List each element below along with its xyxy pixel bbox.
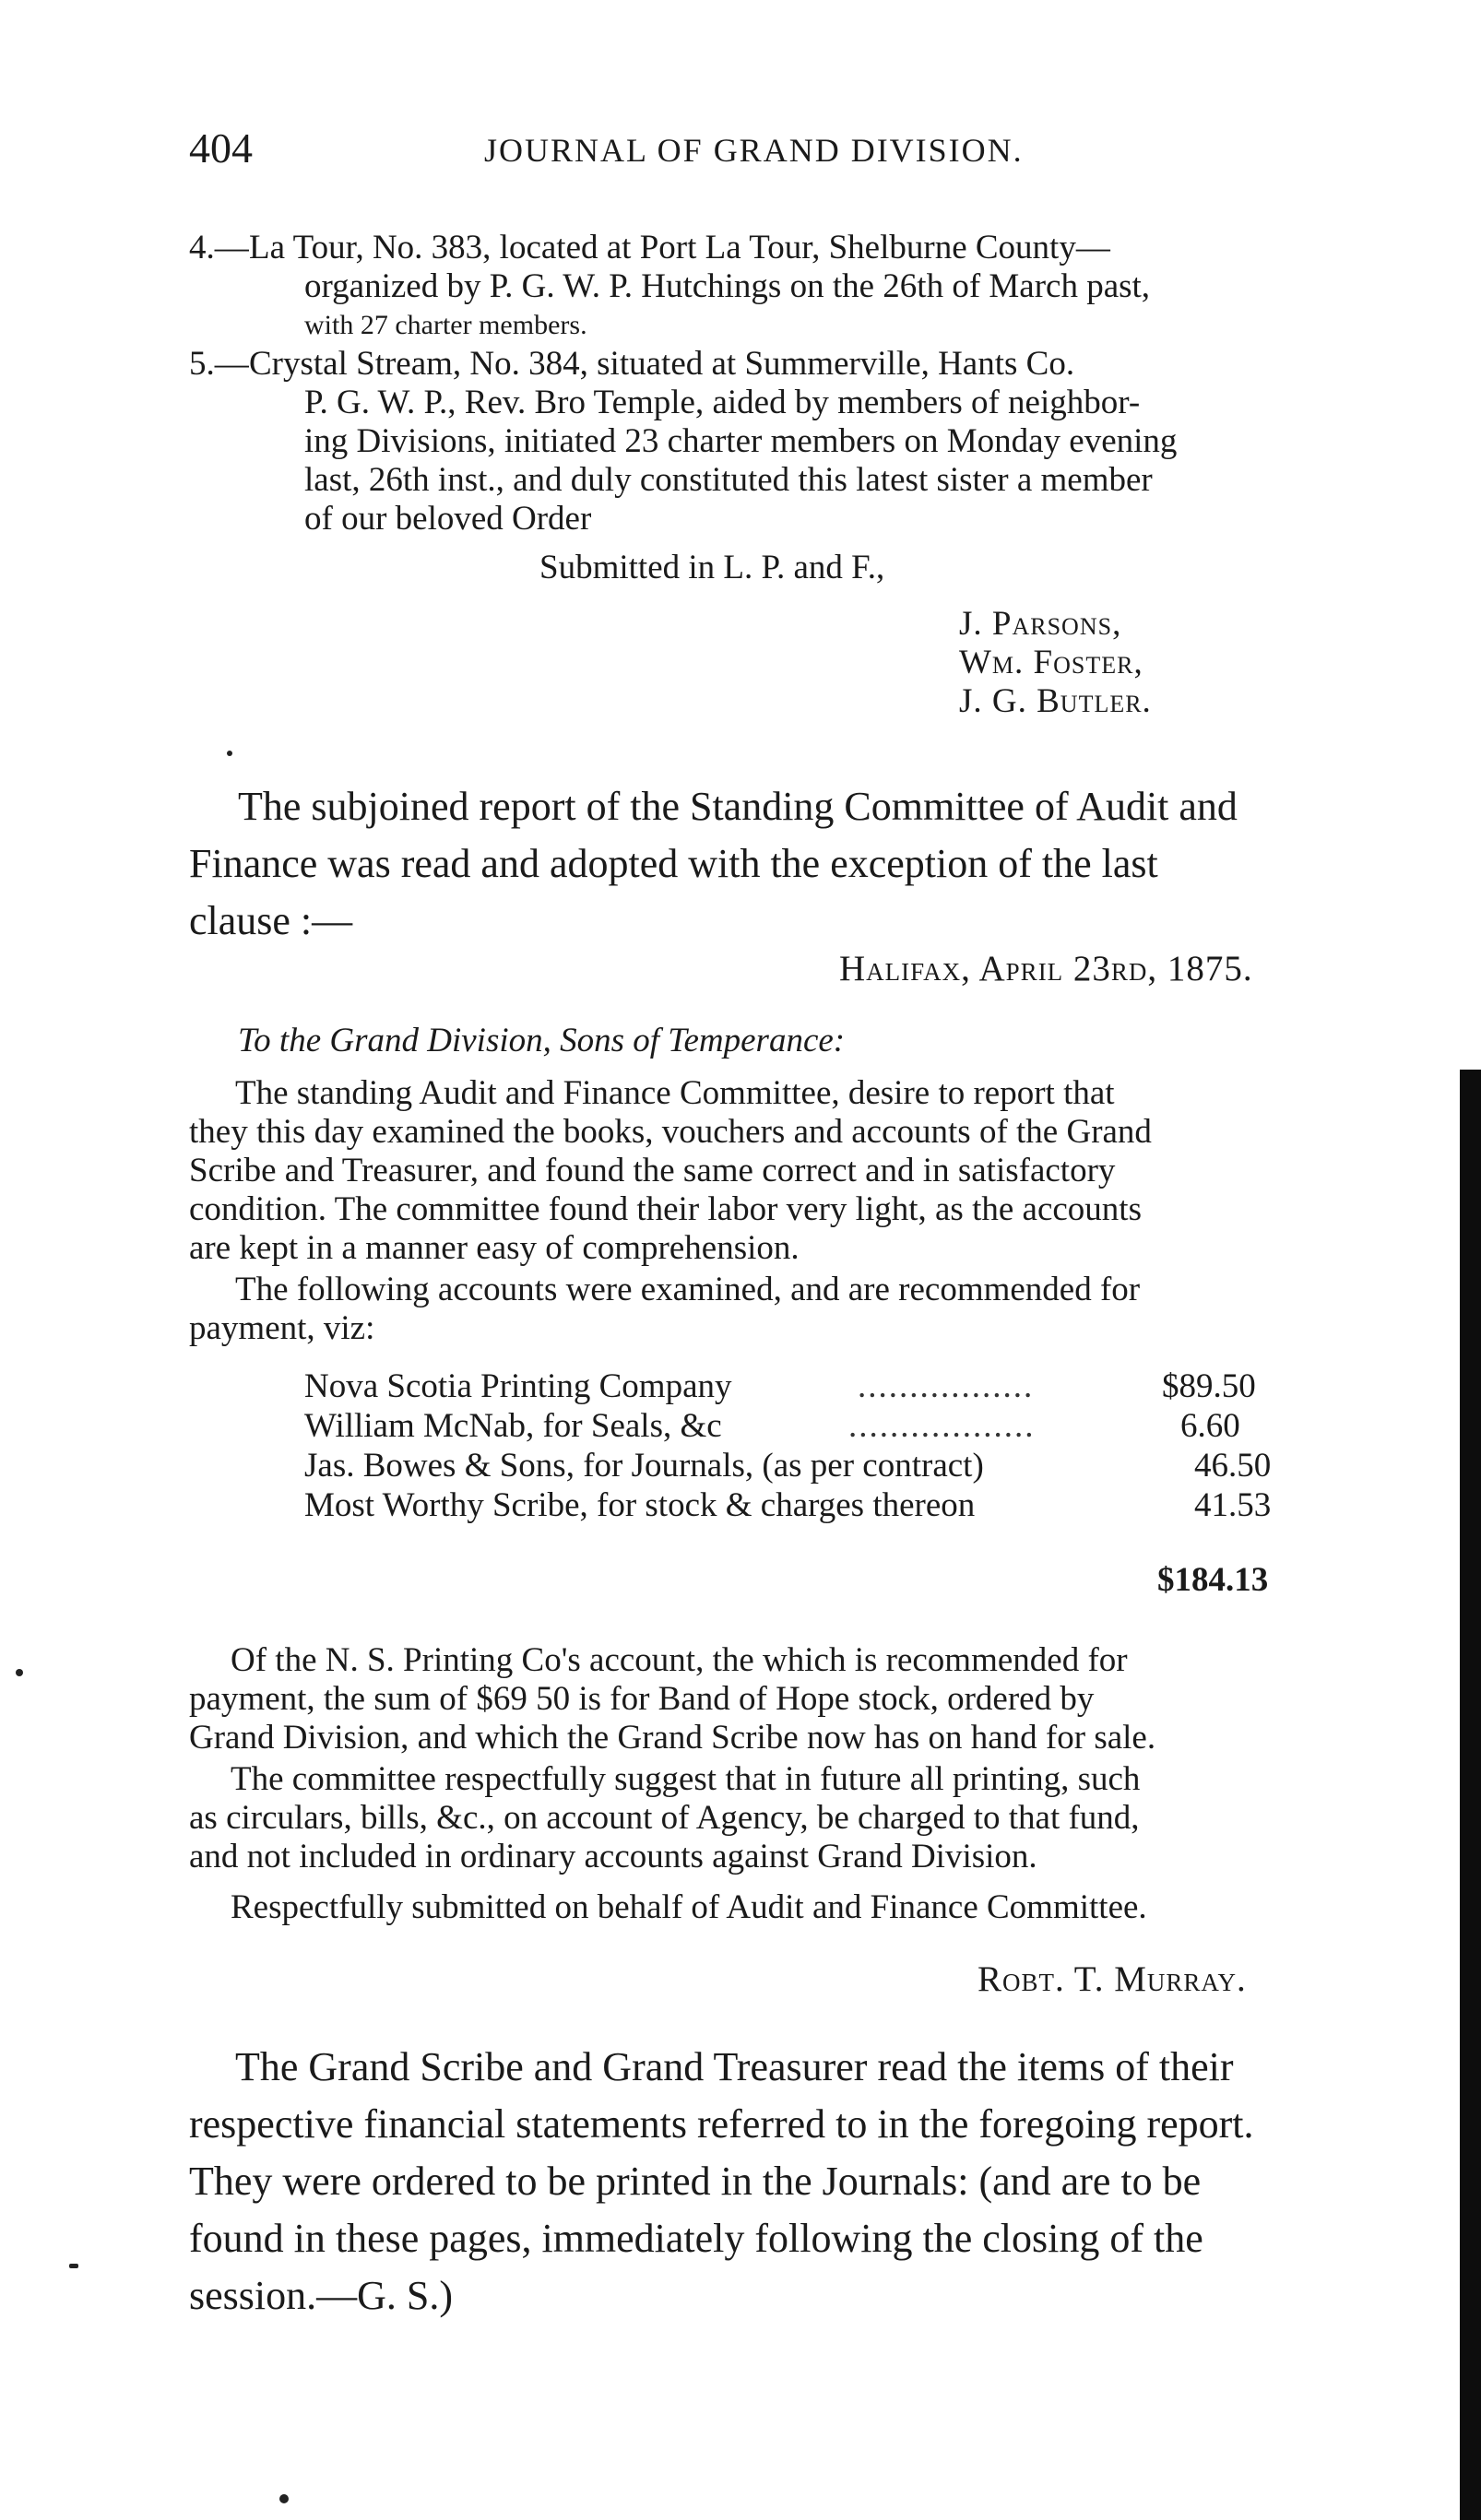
entry-line: with 27 charter members.: [304, 310, 587, 340]
intro-line: clause :—: [189, 898, 353, 943]
account-amount: $89.50: [1162, 1367, 1256, 1405]
submitted-line: Submitted in L. P. and F.,: [539, 549, 885, 586]
entry-number: 5.—: [189, 345, 249, 383]
dot-leader: ..................: [848, 1407, 1036, 1445]
running-title: JOURNAL OF GRAND DIVISION.: [484, 132, 1024, 169]
running-head: [189, 124, 1296, 179]
salutation: To the Grand Division, Sons of Temperance:: [238, 1022, 846, 1059]
intro-line: The subjoined report of the Standing Committee of Audit and: [238, 784, 1238, 829]
report-line: Scribe and Treasurer, and found the same correct and in satisfactory: [189, 1152, 1116, 1189]
note-line: The committee respectfully suggest that in future all printing, such: [231, 1760, 1141, 1798]
accounts-list: [304, 1366, 1300, 1525]
entry-line: of our beloved Order: [304, 500, 592, 538]
report-line: The following accounts were examined, and are recommended for: [235, 1271, 1141, 1308]
account-payee: Jas. Bowes & Sons, for Journals, (as per contract): [304, 1447, 984, 1485]
account-row: [304, 1485, 1300, 1525]
speck: [279, 2494, 289, 2503]
account-row: [304, 1446, 1300, 1485]
dateline: Halifax, April 23rd, 1875.: [839, 949, 1253, 988]
report-signature: Robt. T. Murray.: [977, 1959, 1247, 1999]
entry-line: ing Divisions, initiated 23 charter members on Monday evening: [304, 422, 1178, 460]
report-line: condition. The committee found their labor very light, as the accounts: [189, 1190, 1142, 1228]
account-row: [304, 1366, 1300, 1406]
signatory: J. G. Butler.: [959, 682, 1152, 720]
entry-number: 4.—: [189, 229, 249, 266]
report-line: payment, viz:: [189, 1309, 375, 1347]
accounts-total: $184.13: [1157, 1561, 1269, 1599]
binding-shadow: [1460, 1070, 1481, 2520]
note-line: as circulars, bills, &c., on account of Agency, be charged to that fund,: [189, 1799, 1140, 1837]
entry-line: P. G. W. P., Rev. Bro Temple, aided by members of neighbor-: [304, 384, 1141, 421]
note-line: and not included in ordinary accounts against Grand Division.: [189, 1838, 1037, 1875]
dot-leader: .................: [858, 1367, 1035, 1405]
account-amount: 41.53: [1194, 1486, 1272, 1524]
final-line: They were ordered to be printed in the Journals: (and are to be: [189, 2159, 1202, 2204]
closing-line: Respectfully submitted on behalf of Audit and Finance Committee.: [231, 1888, 1147, 1926]
final-line: respective financial statements referred to in the foregoing report.: [189, 2101, 1254, 2147]
signatory: J. Parsons,: [959, 605, 1122, 643]
account-payee: Nova Scotia Printing Company: [304, 1367, 732, 1405]
final-line: session.—G. S.): [189, 2273, 454, 2318]
signatory: Wm. Foster,: [959, 644, 1143, 681]
report-line: are kept in a manner easy of comprehension.: [189, 1229, 800, 1267]
entry-line: La Tour, No. 383, located at Port La Tour, Shelburne County—: [249, 229, 1110, 266]
account-row: [304, 1406, 1300, 1446]
entry-line: last, 26th inst., and duly constituted this latest sister a member: [304, 461, 1153, 499]
note-line: Grand Division, and which the Grand Scribe now has on hand for sale.: [189, 1719, 1156, 1757]
report-line: The standing Audit and Finance Committee, desire to report that: [235, 1074, 1115, 1112]
account-amount: 46.50: [1194, 1447, 1272, 1485]
speck: [69, 2264, 78, 2268]
speck: [227, 751, 232, 756]
account-payee: William McNab, for Seals, &c: [304, 1407, 722, 1445]
account-payee: Most Worthy Scribe, for stock & charges thereon: [304, 1486, 976, 1524]
final-line: The Grand Scribe and Grand Treasurer read the items of their: [235, 2044, 1234, 2089]
page-number: 404: [189, 124, 253, 172]
note-line: payment, the sum of $69 50 is for Band of Hope stock, ordered by: [189, 1680, 1095, 1718]
entry-line: Crystal Stream, No. 384, situated at Summerville, Hants Co.: [249, 345, 1075, 383]
report-line: they this day examined the books, vouchers and accounts of the Grand: [189, 1113, 1152, 1151]
speck: [16, 1669, 23, 1676]
intro-line: Finance was read and adopted with the exception of the last: [189, 841, 1158, 886]
account-amount: 6.60: [1180, 1407, 1240, 1445]
entry-line: organized by P. G. W. P. Hutchings on the 26th of March past,: [304, 267, 1151, 305]
final-line: found in these pages, immediately following the closing of the: [189, 2216, 1203, 2261]
note-line: Of the N. S. Printing Co's account, the which is recommended for: [231, 1641, 1128, 1679]
